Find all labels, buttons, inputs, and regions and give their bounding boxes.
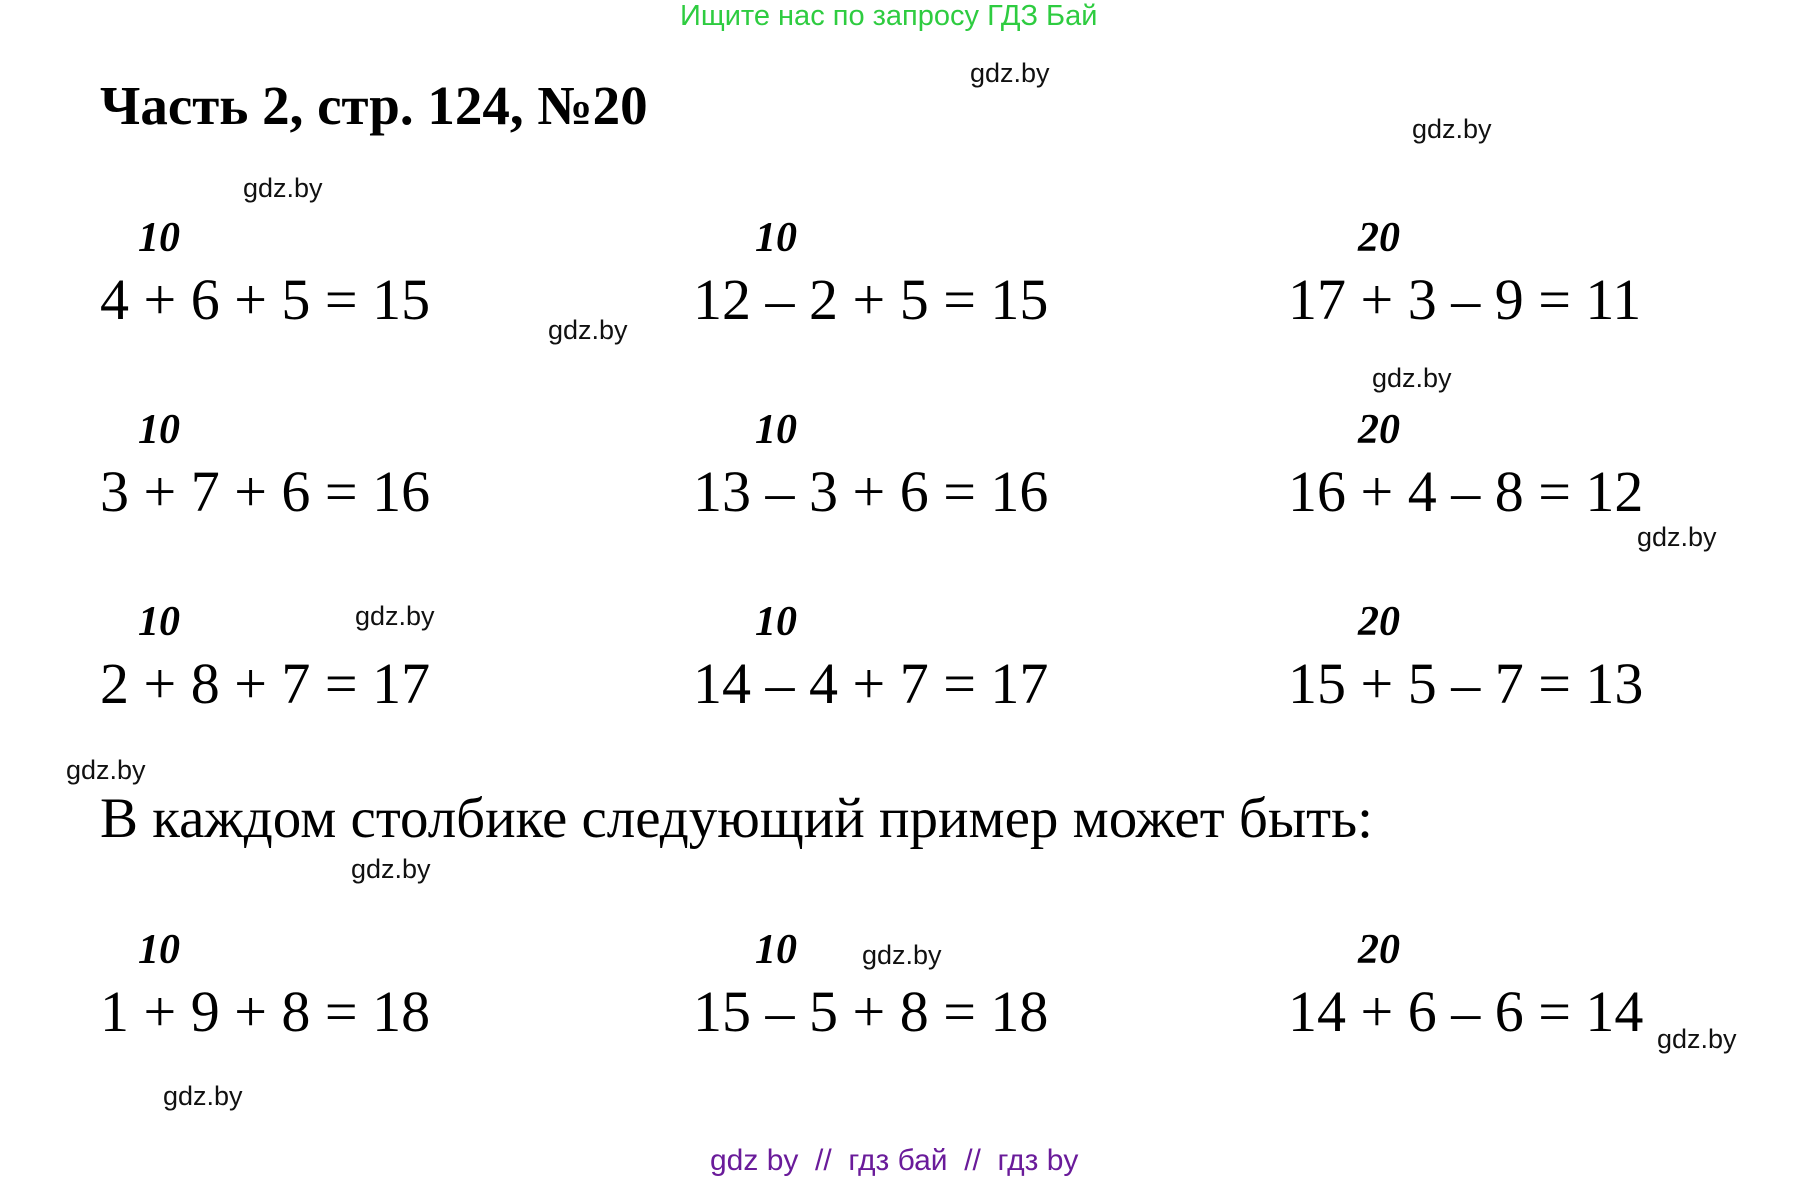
equation: 15 – 5 + 8 = 18 [693, 979, 1049, 1044]
equation: 15 + 5 – 7 = 13 [1288, 651, 1644, 716]
upper-sum-label: 20 [1358, 407, 1400, 453]
watermark: gdz.by [548, 315, 628, 345]
watermark: gdz.by [1657, 1024, 1737, 1054]
equation: 1 + 9 + 8 = 18 [100, 979, 431, 1044]
upper-sum-label: 10 [138, 927, 180, 973]
footer-links[interactable]: gdz by // гдз бай // гдз by [710, 1144, 1079, 1177]
equation: 12 – 2 + 5 = 15 [693, 267, 1049, 332]
watermark: gdz.by [355, 601, 435, 631]
watermark: gdz.by [163, 1081, 243, 1111]
upper-sum-label: 10 [755, 407, 797, 453]
search-banner: Ищите нас по запросу ГДЗ Бай [680, 0, 1098, 32]
watermark: gdz.by [862, 940, 942, 970]
watermark: gdz.by [1412, 114, 1492, 144]
equation: 14 – 4 + 7 = 17 [693, 651, 1049, 716]
equation: 16 + 4 – 8 = 12 [1288, 459, 1644, 524]
watermark: gdz.by [1637, 522, 1717, 552]
upper-sum-label: 20 [1358, 215, 1400, 261]
equation: 3 + 7 + 6 = 16 [100, 459, 431, 524]
upper-sum-label: 10 [755, 927, 797, 973]
watermark: gdz.by [351, 854, 431, 884]
upper-sum-label: 10 [755, 599, 797, 645]
page-title: Часть 2, стр. 124, №20 [100, 75, 648, 136]
watermark: gdz.by [66, 755, 146, 785]
upper-sum-label: 10 [138, 407, 180, 453]
watermark: gdz.by [1372, 363, 1452, 393]
upper-sum-label: 10 [755, 215, 797, 261]
upper-sum-label: 20 [1358, 927, 1400, 973]
explanation-text: В каждом столбике следующий пример может быть: [100, 787, 1373, 850]
watermark: gdz.by [243, 173, 323, 203]
equation: 14 + 6 – 6 = 14 [1288, 979, 1644, 1044]
equation: 4 + 6 + 5 = 15 [100, 267, 431, 332]
equation: 13 – 3 + 6 = 16 [693, 459, 1049, 524]
equation: 17 + 3 – 9 = 11 [1288, 267, 1642, 332]
watermark: gdz.by [970, 58, 1050, 88]
equation: 2 + 8 + 7 = 17 [100, 651, 431, 716]
upper-sum-label: 20 [1358, 599, 1400, 645]
upper-sum-label: 10 [138, 599, 180, 645]
upper-sum-label: 10 [138, 215, 180, 261]
